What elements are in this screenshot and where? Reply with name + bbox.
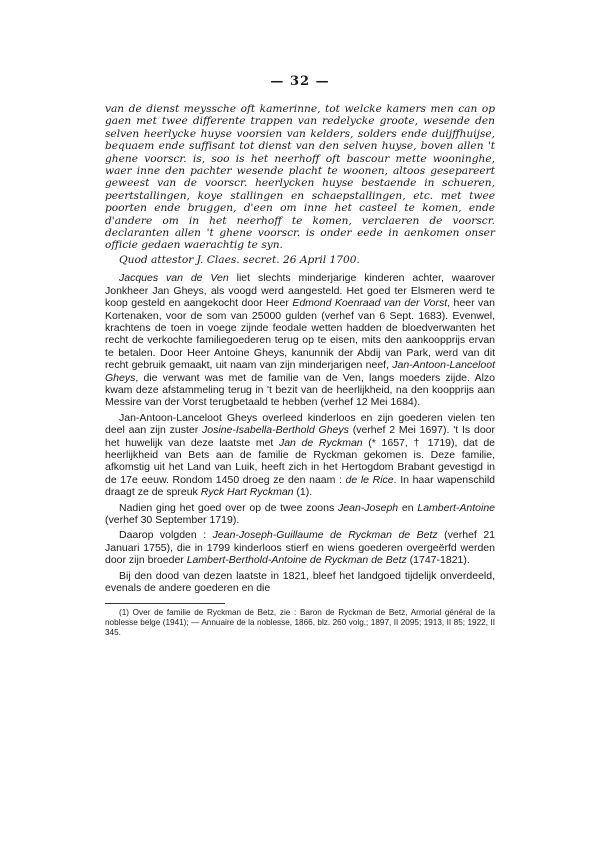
footnote-divider bbox=[105, 603, 225, 604]
paragraph-4 bbox=[105, 529, 495, 566]
motto: Ryck Hart Ryckman bbox=[200, 486, 294, 499]
person-name: Jan de Ryckman bbox=[278, 436, 363, 449]
paragraph-1 bbox=[105, 272, 495, 408]
text-run: (verhef 2 Mei 1697). 't Is door het huwelijk van deze laatste met bbox=[105, 424, 495, 449]
text-run: , heer van Kortenaken, voor de som van 25000 gulden (verhef van 6 Sept. 1683). Evenwel, krachtens de toen in voege zijnde feodale wetten hadden de bloedverwanten het recht de verkochte familiegoederen terug op te eisen, mits den aankoopprijs ervan te betalen. Door Heer Antoine Gheys, kanunnik der Abdij van Park, werd van dit recht gebruik gemaakt, uit naam van zijn minderjarigen neef, bbox=[105, 297, 495, 372]
text-run: . In haar wapenschild draagt ze de spreuk bbox=[105, 473, 495, 499]
text-run: Nadien ging het goed over op de twee zoons bbox=[119, 501, 339, 514]
text-run: Daarop volgden : bbox=[119, 529, 213, 542]
quote-text: van de dienst meyssche oft kamerinne, tot welcke kamers men can op gaen met twee differente trappen van redelycke groote, wesende den selven heerlycke huyse voorsien van kelders, solders ende duijffhuijse, bequaem ende suffisant tot dienst van den selven huyse, boven allen 't ghene voorscr. is, soo is het neerhoff oft bascour mette wooninghe, waer inne den pachter wesende placht te woonen, altoos gesepareert geweest van de voorscr. heerlycken huyse bestaende in schueren, peertstallingen, koye stallingen en schaepstallingen, etc. met twee poorten ende bruggen, d'een om inne het casteel te komen, ende d'andere om in het neerhoff te komen, verclaeren de voorscr. declaranten allen 't ghene voorscr. is onder eede in aenkomen onser officie gedaen waerachtig te syn. bbox=[105, 103, 495, 252]
page-content bbox=[105, 74, 495, 638]
text-run: Jan-Antoon-Lanceloot Gheys overleed kinderloos en zijn goederen vielen ten deel aan zijn zuster bbox=[105, 411, 495, 437]
person-name: Josine-Isabella-Berthold Gheys bbox=[202, 424, 349, 437]
paragraph-5: Bij den dood van dezen laatste in 1821, bleef het landgoed tijdelijk onverdeeld, evenals de andere goederen en die bbox=[105, 569, 495, 595]
person-name: Lambert-Antoine bbox=[417, 501, 496, 514]
person-name: Jean-Joseph bbox=[338, 501, 399, 514]
text-run: en bbox=[398, 501, 418, 514]
family-name: de le Rice bbox=[345, 473, 394, 486]
person-name: Lambert-Berthold-Antoine de Ryckman de Betz bbox=[186, 554, 407, 567]
person-name: Jacques van de Ven bbox=[119, 272, 229, 285]
quoted-passage bbox=[105, 103, 495, 252]
person-name: Jan-Antoon-Lanceloot Gheys bbox=[105, 359, 495, 384]
person-name: Jean-Joseph-Guillaume de Ryckman de Betz bbox=[212, 529, 438, 542]
text-run: (verhef 21 Januari 1755), die in 1799 kinderloos stierf en wiens goederen overgeërfd werden door zijn broeder bbox=[105, 529, 496, 567]
text-run: liet slechts minderjarige kinderen achter, waarover Jonkheer Jan Gheys, als voogd werd aangesteld. Het goed ter Elsmeren werd te koop gesteld en aangekocht door Heer bbox=[105, 272, 495, 310]
text-run: (1747-1821). bbox=[406, 554, 470, 567]
text-run: , die verwant was met de familie van de Ven, langs moeders zijde. Alzo kwam deze afstammeling terug in 't bezit van de heerlijkheid, na den koopprijs aan Messire van der Vorst terugbetaald te hebben (verhef 12 Mei 1684). bbox=[105, 371, 495, 409]
body-text bbox=[105, 272, 495, 594]
attestation-line: Quod attestor J. Claes. secret. 26 April 1700. bbox=[119, 253, 360, 266]
paragraph-3 bbox=[105, 502, 495, 527]
paragraph-2 bbox=[105, 412, 495, 499]
text-run: (verhef 30 September 1719). bbox=[105, 514, 240, 526]
text-run: (1). bbox=[293, 486, 313, 499]
footnote: (1) Over de familie de Ryckman de Betz, zie : Baron de Ryckman de Betz, Armorial général de la noblesse belge (1941); — Annuaire de la noblesse, 1866, blz. 260 volg.; 1897, II 2095; 1913, II 85; 1922, II 345. bbox=[105, 608, 495, 638]
text-run: (* 1657, † 1719), dat de heerlijkheid van Bets aan de familie de Ryckman gekomen is. Deze familie, afkomstig uit het Land van Luik, heeft zich in het Hertogdom Brabant gevestigd in de 17e eeuw. Rondom 1450 droeg ze den naam : bbox=[105, 436, 496, 486]
page-number: — 32 — bbox=[270, 74, 330, 89]
person-name: Edmond Koenraad van der Vorst bbox=[292, 297, 448, 310]
